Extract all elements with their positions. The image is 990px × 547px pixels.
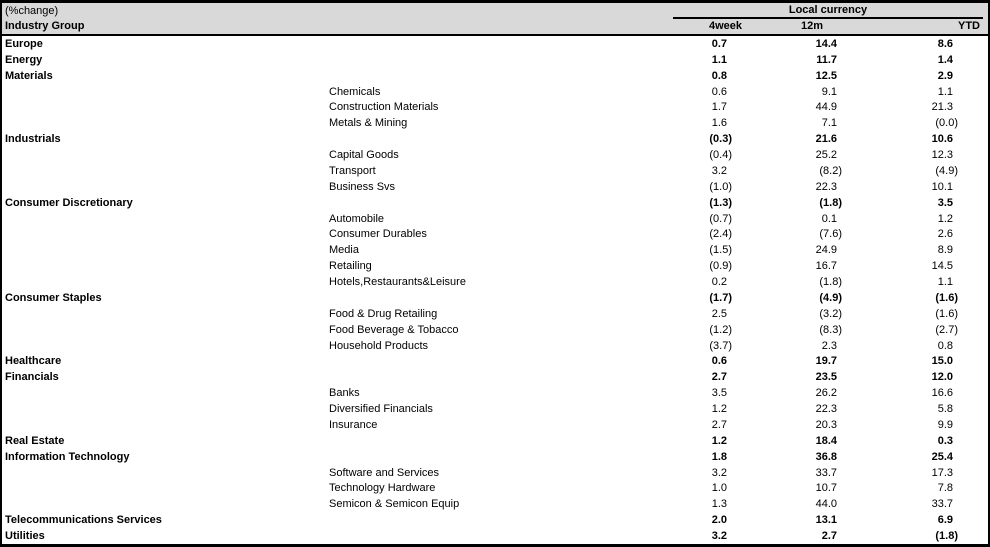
value-4week: 2.7: [711, 371, 727, 384]
value-ytd: 1.1: [937, 85, 953, 98]
value-4week: (1.7): [709, 291, 732, 304]
value-12m: 11.7: [816, 53, 837, 66]
sub-industry-label: Semicon & Semicon Equip: [329, 498, 460, 511]
table-row: [2, 449, 988, 465]
value-12m: 13.1: [815, 514, 837, 527]
sub-industry-label: Hotels,Restaurants&Leisure: [329, 276, 466, 289]
value-ytd: 6.9: [937, 514, 953, 527]
value-ytd: 33.7: [931, 498, 953, 511]
value-4week: (3.7): [709, 339, 732, 352]
table-row: [2, 417, 988, 433]
table-row: [2, 369, 988, 385]
value-ytd: 25.4: [931, 450, 953, 463]
value-ytd: 12.3: [931, 149, 953, 162]
value-4week: 0.6: [711, 355, 727, 368]
value-ytd: 1.4: [937, 53, 953, 66]
industry-group-label: Real Estate: [5, 434, 65, 447]
value-ytd: 12.0: [931, 371, 953, 384]
value-4week: (1.5): [709, 244, 732, 257]
table-body: [2, 36, 988, 544]
table-row: [2, 131, 988, 147]
table-row: [2, 481, 988, 497]
value-ytd: 7.8: [937, 482, 953, 495]
table-row: [2, 100, 988, 116]
value-4week: 1.1: [711, 53, 727, 66]
table-row: [2, 433, 988, 449]
industry-group-label: Utilities: [5, 530, 45, 543]
value-ytd: 0.3: [937, 434, 953, 447]
sub-industry-label: Diversified Financials: [329, 403, 433, 416]
value-4week: 1.3: [711, 498, 727, 511]
table-row: [2, 211, 988, 227]
value-12m: 2.7: [821, 530, 837, 543]
value-4week: 1.0: [711, 482, 727, 495]
sub-industry-label: Retailing: [329, 260, 372, 273]
sub-industry-label: Capital Goods: [329, 149, 399, 162]
value-12m: 44.9: [815, 101, 837, 114]
value-ytd: (1.8): [935, 530, 958, 543]
table-row: [2, 322, 988, 338]
value-ytd: 10.6: [931, 133, 953, 146]
industry-group-label: Industrials: [5, 133, 61, 146]
table-row: [2, 354, 988, 370]
value-ytd: 2.6: [937, 228, 953, 241]
value-12m: 25.2: [815, 149, 837, 162]
value-4week: 3.2: [711, 530, 727, 543]
table-row: [2, 290, 988, 306]
value-4week: 0.2: [711, 276, 727, 289]
industry-group-header: Industry Group: [5, 20, 85, 32]
value-12m: (1.8): [819, 276, 842, 289]
value-12m: 24.9: [815, 244, 837, 257]
value-4week: 3.2: [711, 164, 727, 177]
sub-industry-label: Chemicals: [329, 85, 381, 98]
industry-group-label: Consumer Discretionary: [5, 196, 133, 209]
value-ytd: 8.9: [937, 244, 953, 257]
value-ytd: 14.5: [931, 260, 953, 273]
industry-group-label: Healthcare: [5, 355, 62, 368]
table-row: [2, 147, 988, 163]
value-ytd: (2.7): [935, 323, 958, 336]
industry-group-label: Energy: [5, 53, 43, 66]
sub-industry-label: Construction Materials: [329, 101, 439, 114]
value-12m: 26.2: [815, 387, 837, 400]
table-row: [2, 496, 988, 512]
local-currency-header: Local currency: [673, 3, 983, 19]
value-ytd: (4.9): [935, 164, 958, 177]
value-ytd: 9.9: [937, 418, 953, 431]
value-12m: 36.8: [815, 450, 837, 463]
industry-group-label: Financials: [5, 371, 59, 384]
value-4week: 1.7: [711, 101, 727, 114]
value-12m: (3.2): [819, 307, 842, 320]
value-4week: 0.8: [711, 69, 727, 82]
value-ytd: 10.1: [931, 180, 953, 193]
value-4week: (0.9): [709, 260, 732, 273]
value-ytd: 2.9: [937, 69, 953, 82]
table-row: [2, 385, 988, 401]
value-4week: 0.7: [711, 37, 727, 50]
value-ytd: 1.2: [937, 212, 953, 225]
value-4week: (1.3): [709, 196, 732, 209]
value-4week: 2.7: [711, 418, 727, 431]
table-row: [2, 258, 988, 274]
value-12m: 14.4: [815, 37, 837, 50]
value-12m: 10.7: [815, 482, 837, 495]
value-4week: (0.3): [709, 133, 732, 146]
header-row-currency: [2, 3, 988, 19]
value-ytd: (1.6): [935, 307, 958, 320]
table-row: [2, 465, 988, 481]
value-4week: (1.0): [709, 180, 732, 193]
sub-industry-label: Insurance: [329, 418, 378, 431]
value-ytd: 21.3: [931, 101, 953, 114]
value-12m: 33.7: [815, 466, 837, 479]
value-12m: 7.1: [821, 117, 837, 130]
value-4week: 2.5: [711, 307, 727, 320]
table-header: [2, 3, 988, 36]
table-row: [2, 306, 988, 322]
industry-group-label: Consumer Staples: [5, 291, 102, 304]
table-row: [2, 227, 988, 243]
table-row: [2, 512, 988, 528]
column-header-12m: 12m: [800, 20, 823, 32]
value-ytd: 0.8: [937, 339, 953, 352]
value-12m: (8.3): [819, 323, 842, 336]
sub-industry-label: Technology Hardware: [329, 482, 436, 495]
value-12m: 19.7: [815, 355, 837, 368]
value-12m: 16.7: [815, 260, 837, 273]
value-12m: 9.1: [821, 85, 837, 98]
value-4week: (0.7): [709, 212, 732, 225]
value-12m: 21.6: [815, 133, 837, 146]
sub-industry-label: Consumer Durables: [329, 228, 427, 241]
value-ytd: 1.1: [937, 276, 953, 289]
value-ytd: 16.6: [931, 387, 953, 400]
industry-group-label: Materials: [5, 69, 53, 82]
table-row: [2, 52, 988, 68]
value-4week: 3.5: [711, 387, 727, 400]
header-row-columns: [2, 19, 988, 34]
value-12m: 22.3: [815, 403, 837, 416]
value-ytd: 5.8: [937, 403, 953, 416]
value-4week: (0.4): [709, 149, 732, 162]
table-row: [2, 401, 988, 417]
percent-change-label: (%change): [5, 5, 59, 17]
table-row: [2, 68, 988, 84]
value-12m: 2.3: [821, 339, 837, 352]
value-ytd: 15.0: [931, 355, 953, 368]
value-ytd: 3.5: [937, 196, 953, 209]
value-4week: 1.2: [711, 434, 727, 447]
column-header-4week: 4week: [708, 20, 742, 32]
sub-industry-label: Food & Drug Retailing: [329, 307, 438, 320]
value-ytd: (0.0): [935, 117, 958, 130]
table-row: [2, 338, 988, 354]
sub-industry-label: Metals & Mining: [329, 117, 408, 130]
value-12m: (4.9): [819, 291, 842, 304]
industry-group-label: Europe: [5, 37, 43, 50]
sub-industry-label: Media: [329, 244, 359, 257]
table-row: [2, 163, 988, 179]
table-row: [2, 36, 988, 52]
sub-industry-label: Banks: [329, 387, 360, 400]
sub-industry-label: Household Products: [329, 339, 429, 352]
table-row: [2, 179, 988, 195]
value-4week: 3.2: [711, 466, 727, 479]
column-header-ytd: YTD: [958, 20, 980, 32]
table-row: [2, 528, 988, 544]
table-row: [2, 274, 988, 290]
table-row: [2, 195, 988, 211]
value-12m: 20.3: [815, 418, 837, 431]
sub-industry-label: Food Beverage & Tobacco: [329, 323, 459, 336]
table-row: [2, 115, 988, 131]
value-4week: 2.0: [711, 514, 727, 527]
value-12m: 44.0: [815, 498, 837, 511]
value-12m: (7.6): [819, 228, 842, 241]
value-12m: 23.5: [815, 371, 837, 384]
value-4week: 1.8: [711, 450, 727, 463]
value-ytd: 17.3: [931, 466, 953, 479]
table-row: [2, 242, 988, 258]
value-ytd: 8.6: [937, 37, 953, 50]
sub-industry-label: Software and Services: [329, 466, 440, 479]
table-row: [2, 84, 988, 100]
value-4week: 1.2: [711, 403, 727, 416]
sub-industry-label: Business Svs: [329, 180, 396, 193]
value-12m: 18.4: [815, 434, 837, 447]
value-4week: 0.6: [711, 85, 727, 98]
value-12m: 12.5: [815, 69, 837, 82]
value-4week: (1.2): [709, 323, 732, 336]
value-4week: (2.4): [709, 228, 732, 241]
value-ytd: (1.6): [935, 291, 958, 304]
industry-group-label: Telecommunications Services: [5, 514, 162, 527]
industry-group-label: Information Technology: [5, 450, 130, 463]
value-4week: 1.6: [711, 117, 727, 130]
sub-industry-label: Transport: [329, 164, 376, 177]
value-12m: (8.2): [819, 164, 842, 177]
sub-industry-label: Automobile: [329, 212, 385, 225]
value-12m: (1.8): [819, 196, 842, 209]
value-12m: 0.1: [821, 212, 837, 225]
value-12m: 22.3: [815, 180, 837, 193]
